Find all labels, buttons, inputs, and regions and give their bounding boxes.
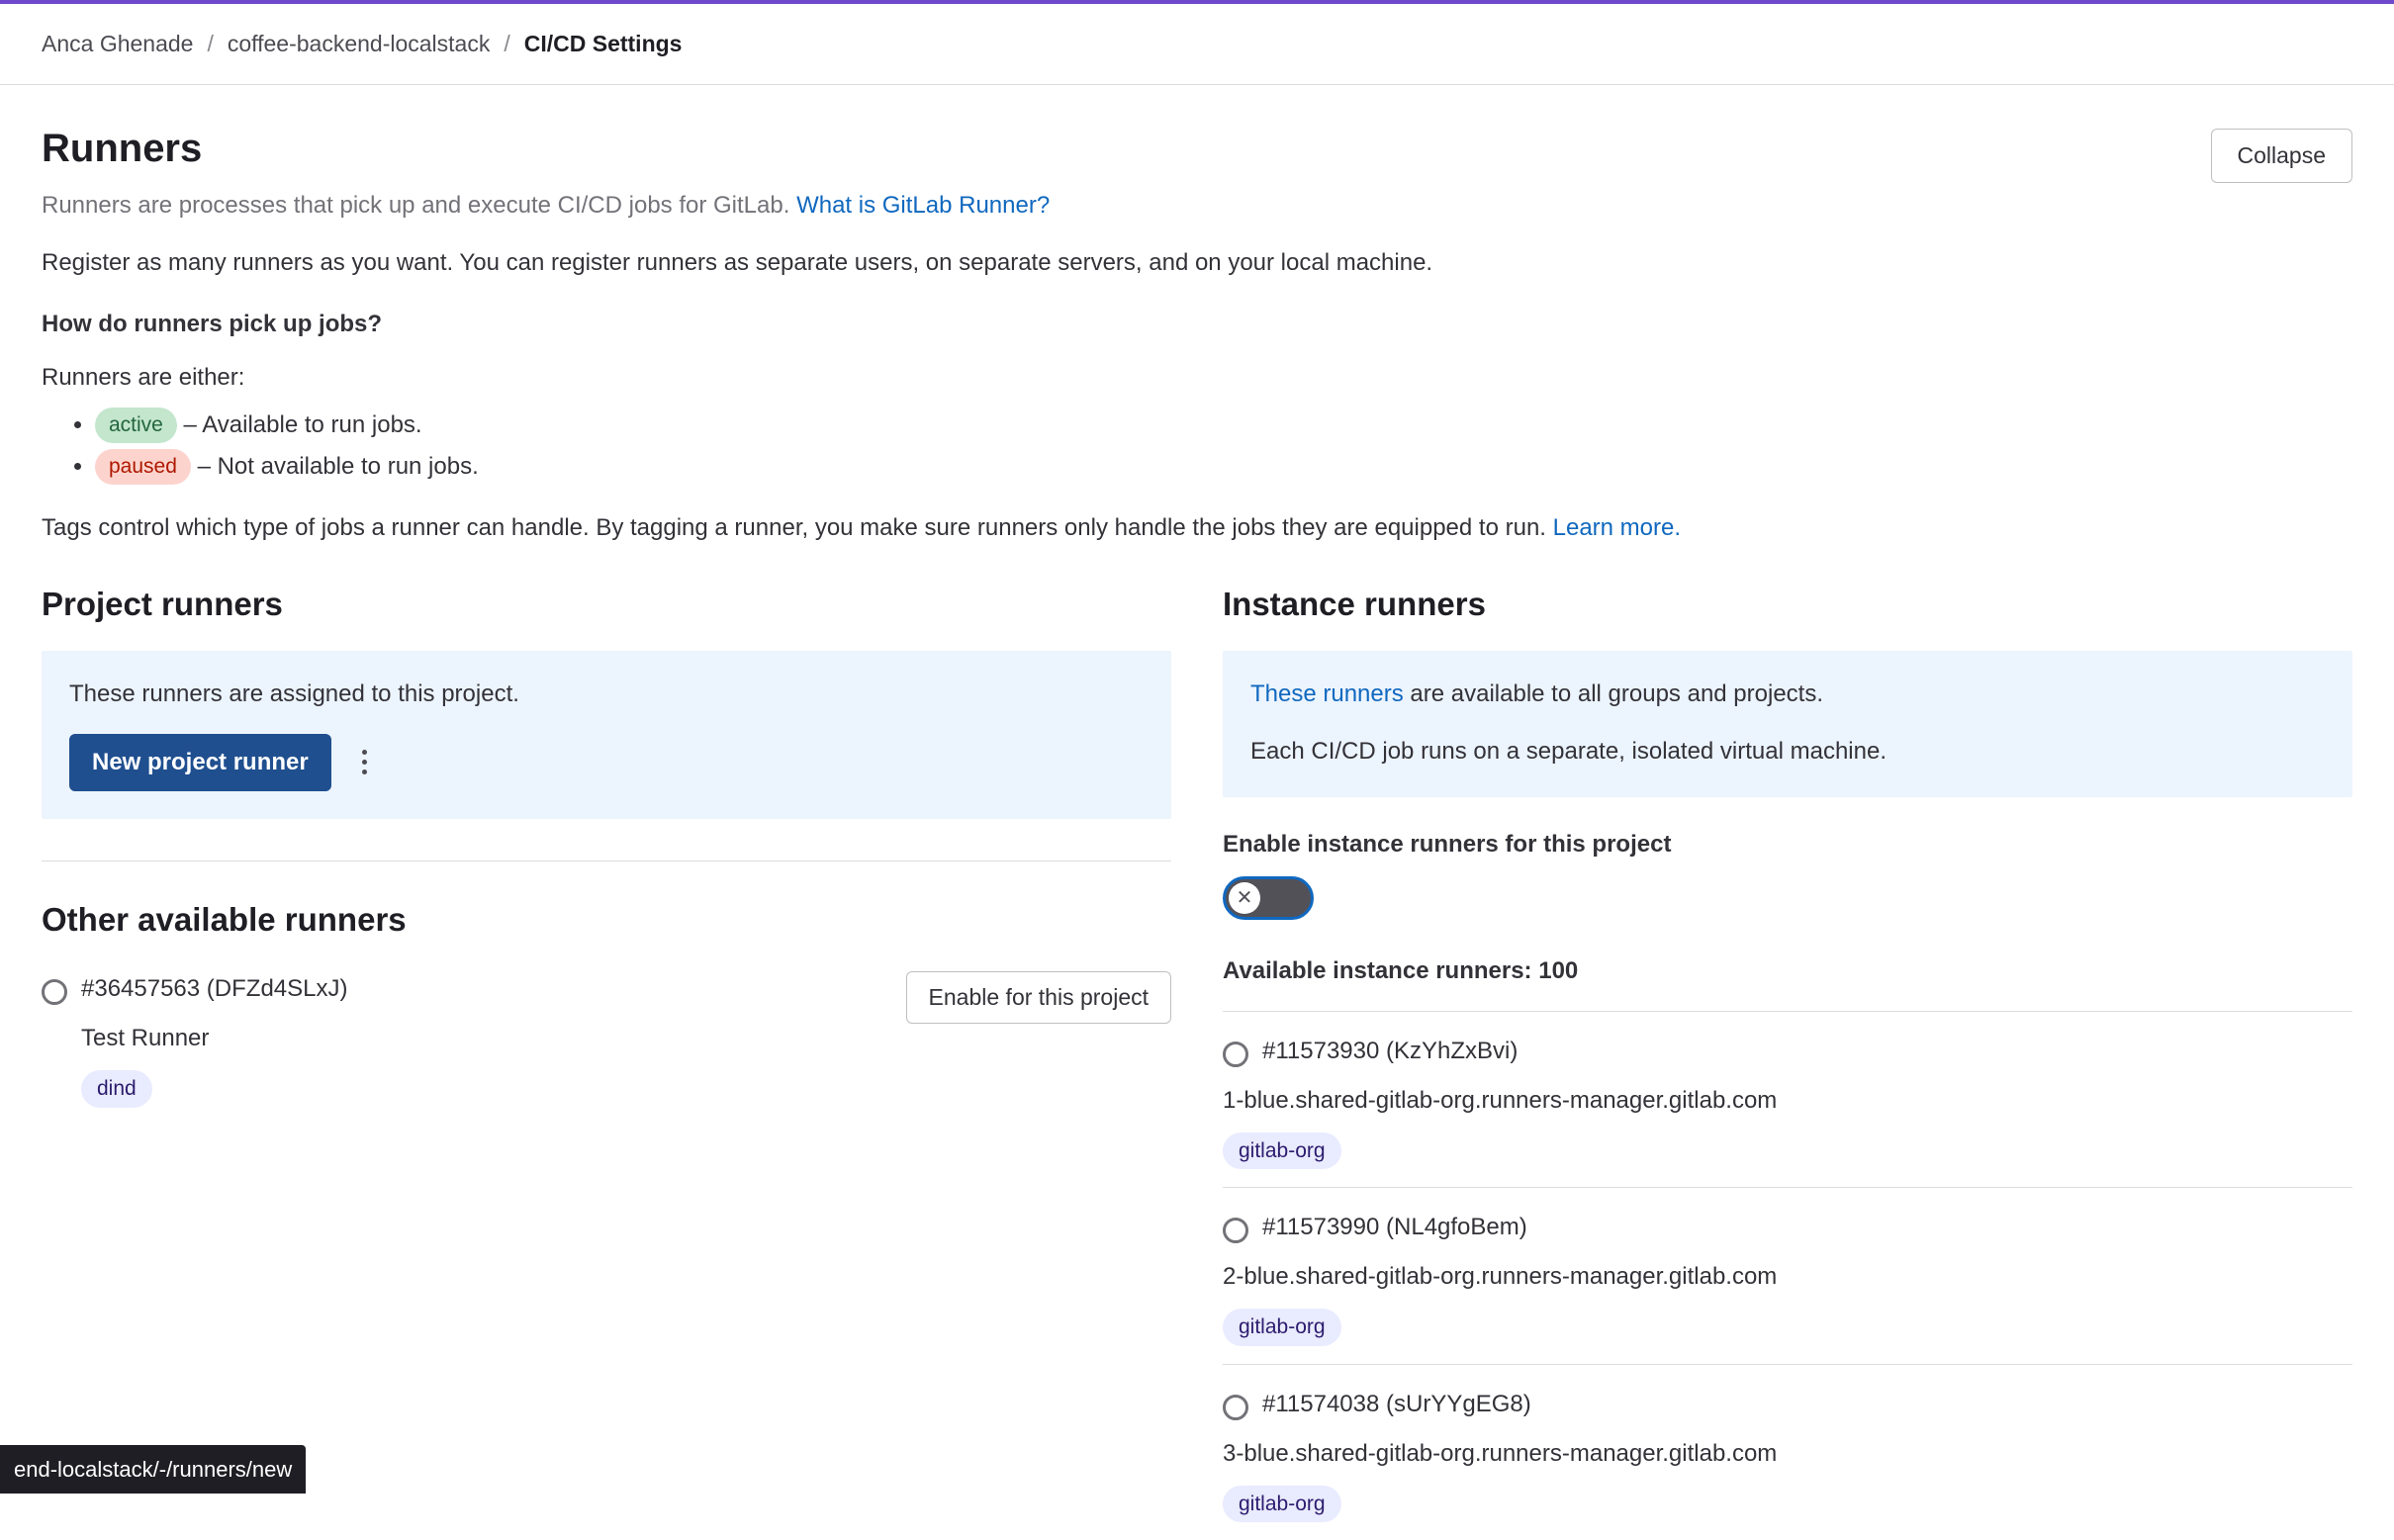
other-runner-description: Test Runner <box>81 1021 347 1056</box>
runner-tag: gitlab-org <box>1223 1132 1341 1170</box>
tags-explanation <box>42 510 2352 546</box>
project-runners-actions <box>69 734 1144 791</box>
circle-paused-icon <box>1223 1218 1248 1243</box>
instance-runner-info <box>1223 1034 2352 1069</box>
runner-tag: dind <box>81 1070 152 1108</box>
enable-instance-runners-toggle[interactable] <box>1223 876 1314 920</box>
instance-runner-info <box>1223 1387 2352 1422</box>
page-content <box>0 85 2394 1540</box>
list-item <box>1223 1187 2352 1364</box>
page-title: Runners <box>42 125 202 172</box>
runners-columns <box>42 580 2352 1540</box>
runners-intro-text: Runners are processes that pick up and execute CI/CD jobs for GitLab. <box>42 192 789 219</box>
circle-paused-icon <box>42 979 67 1005</box>
runner-tag: gitlab-org <box>1223 1486 1341 1523</box>
breadcrumb-separator: / <box>504 27 509 61</box>
available-instance-runners-count: Available instance runners: 100 <box>1223 953 2352 989</box>
close-icon: ✕ <box>1229 882 1260 914</box>
other-runner-id[interactable]: #36457563 (DFZd4SLxJ) <box>81 971 347 1007</box>
status-active-description: – Available to run jobs. <box>184 411 422 438</box>
runners-header <box>42 119 2352 188</box>
instance-runner-host: 2-blue.shared-gitlab-org.runners-manager.gitlab.com <box>1223 1259 2352 1295</box>
instance-runners-panel-line1 <box>1250 677 2325 712</box>
project-runners-panel-text: These runners are assigned to this project. <box>69 677 1144 712</box>
list-item <box>95 408 2352 443</box>
runners-intro <box>42 188 2352 224</box>
these-runners-link[interactable]: These runners <box>1250 680 1404 707</box>
instance-runners-panel-text: are available to all groups and projects. <box>1410 680 1823 707</box>
circle-paused-icon <box>1223 1395 1248 1420</box>
instance-runner-host: 3-blue.shared-gitlab-org.runners-manager.gitlab.com <box>1223 1436 2352 1472</box>
instance-runners-panel-line2: Each CI/CD job runs on a separate, isolated virtual machine. <box>1250 734 2325 770</box>
status-badge-active: active <box>95 408 177 443</box>
status-bar-url: end-localstack/-/runners/new <box>0 1445 306 1494</box>
pickup-jobs-heading: How do runners pick up jobs? <box>42 307 2352 342</box>
register-runners-text: Register as many runners as you want. You can register runners as separate users, on separate servers, and on your local machine. <box>42 245 2352 281</box>
circle-paused-icon <box>1223 1042 1248 1067</box>
instance-runner-id[interactable]: #11573990 (NL4gfoBem) <box>1262 1210 1527 1245</box>
breadcrumb-item-current: CI/CD Settings <box>524 27 683 61</box>
what-is-gitlab-runner-link[interactable]: What is GitLab Runner? <box>796 192 1050 219</box>
breadcrumb-item-project[interactable]: coffee-backend-localstack <box>228 27 491 61</box>
project-runners-column <box>42 580 1171 1540</box>
more-vertical-icon[interactable] <box>347 741 383 784</box>
new-project-runner-button[interactable]: New project runner <box>69 734 331 791</box>
instance-runner-id[interactable]: #11574038 (sUrYYgEG8) <box>1262 1387 1531 1422</box>
project-runners-panel <box>42 651 1171 819</box>
other-runners-title: Other available runners <box>42 895 1171 945</box>
tags-explanation-text: Tags control which type of jobs a runner can handle. By tagging a runner, you make sure runners only handle the jobs they are equipped to run. <box>42 514 1546 541</box>
instance-runners-panel <box>1223 651 2352 797</box>
list-item <box>42 971 1171 1108</box>
instance-runner-host: 1-blue.shared-gitlab-org.runners-manager.gitlab.com <box>1223 1083 2352 1119</box>
learn-more-link[interactable]: Learn more. <box>1553 514 1681 541</box>
breadcrumb-item-user[interactable]: Anca Ghenade <box>42 27 193 61</box>
list-item <box>95 449 2352 485</box>
list-item <box>1223 1011 2352 1188</box>
enable-instance-runners-label: Enable instance runners for this project <box>1223 827 2352 862</box>
instance-runners-column <box>1223 580 2352 1540</box>
collapse-button[interactable]: Collapse <box>2211 129 2353 183</box>
other-runner-info <box>42 971 347 1108</box>
enable-for-this-project-button[interactable]: Enable for this project <box>906 971 1171 1024</box>
instance-runners-title: Instance runners <box>1223 580 2352 629</box>
status-badge-paused: paused <box>95 449 191 485</box>
instance-runner-info <box>1223 1210 2352 1245</box>
runners-either-text: Runners are either: <box>42 360 2352 396</box>
status-paused-description: – Not available to run jobs. <box>198 453 479 480</box>
breadcrumb <box>0 4 2394 85</box>
breadcrumb-separator: / <box>207 27 213 61</box>
project-runners-title: Project runners <box>42 580 1171 629</box>
list-item <box>1223 1364 2352 1540</box>
runner-states-list <box>42 408 2352 485</box>
instance-runner-id[interactable]: #11573930 (KzYhZxBvi) <box>1262 1034 1518 1069</box>
runner-tag: gitlab-org <box>1223 1309 1341 1346</box>
